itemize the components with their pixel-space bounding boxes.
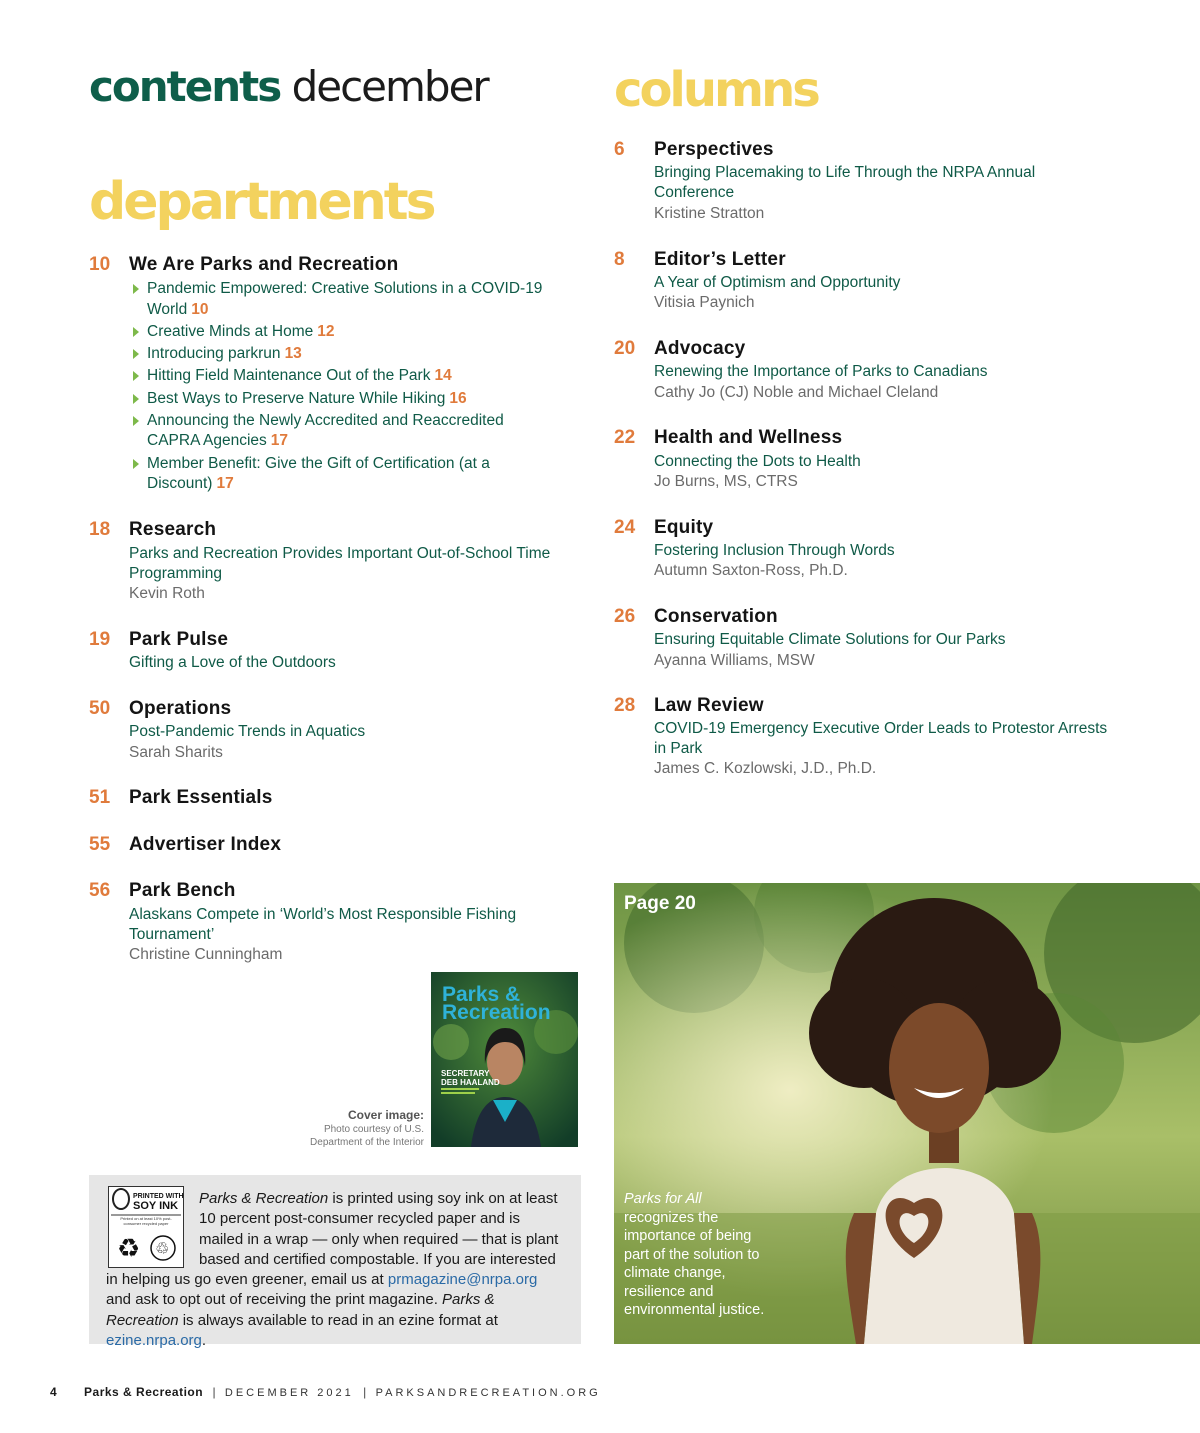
list-item[interactable]: Creative Minds at Home 12 bbox=[133, 322, 553, 343]
soy-ink-notice bbox=[89, 1175, 581, 1350]
columns-title: columns bbox=[614, 62, 818, 118]
list-item[interactable]: Introducing parkrun 13 bbox=[133, 344, 553, 365]
entry-heading: Park Essentials bbox=[129, 787, 273, 808]
entry-subtitle: Gifting a Love of the Outdoors bbox=[129, 654, 336, 671]
cover-caption bbox=[290, 1109, 424, 1149]
cover-mag-title-2: Recreation bbox=[442, 1001, 551, 1024]
photo-caption: Parks for All recognizes the importance of being part of the solution to climate change, resilience and environmental justice. bbox=[624, 1191, 765, 1318]
entry-heading: Health and Wellness bbox=[654, 427, 843, 448]
entry-page-number: 26 bbox=[614, 606, 636, 627]
entry-subtitle: Alaskans Compete in ‘World’s Most Responsible Fishing Tournament’ bbox=[129, 906, 517, 943]
triangle-bullet-icon bbox=[133, 327, 139, 337]
entry-subtitle: Bringing Placemaking to Life Through the NRPA Annual Conference bbox=[654, 164, 1036, 201]
entry-subtitle: COVID-19 Emergency Executive Order Leads to Protestor Arrests in Park bbox=[654, 720, 1108, 757]
entry-page-number: 18 bbox=[89, 519, 111, 540]
cover-caption-label: Cover image: bbox=[347, 1108, 424, 1122]
entry-heading: We Are Parks and Recreation bbox=[129, 254, 399, 275]
entry-heading: Perspectives bbox=[654, 139, 774, 160]
entry-page-number: 19 bbox=[89, 629, 111, 650]
triangle-bullet-icon bbox=[133, 349, 139, 359]
page-footer bbox=[50, 1385, 601, 1399]
cover-caption-credit: Photo courtesy of U.S. Department of the Interior bbox=[310, 1124, 424, 1148]
entry-page-number: 50 bbox=[89, 698, 111, 719]
entry-author: Vitisia Paynich bbox=[654, 294, 755, 311]
entry-author: Kevin Roth bbox=[129, 585, 205, 602]
svg-text:♻: ♻ bbox=[117, 1234, 141, 1264]
entry-subtitle: Renewing the Importance of Parks to Canadians bbox=[654, 363, 988, 380]
list-item[interactable]: Member Benefit: Give the Gift of Certification (at a Discount) 17 bbox=[133, 454, 553, 495]
soy-ink-recycle-icon: PRINTED WITH SOY INK Printed on at least 10% post-consumer recycled paper ♻ ♲ bbox=[109, 1187, 183, 1267]
entry-subtitle: Connecting the Dots to Health bbox=[654, 453, 861, 470]
entry-author: Cathy Jo (CJ) Noble and Michael Cleland bbox=[654, 384, 939, 401]
svg-text:♲: ♲ bbox=[155, 1239, 170, 1258]
entry-page-number: 20 bbox=[614, 338, 636, 359]
masthead-month: december bbox=[291, 62, 488, 111]
soy-ink-text: Parks & Recreation is printed using soy ink on at least 10 percent post-consumer recycled paper and is mailed in a wrap — only when required — that is plant based and certified compostable. If you are interested in helping us go even greener, email us at prmagazine@nrpa.org and ask to opt out of receiving the print magazine. Parks & Recreation is always available to read in an ezine format at ezine.nrpa.org. bbox=[106, 1190, 559, 1350]
cover-name-2: DEB HAALAND bbox=[441, 1078, 500, 1087]
entry-page-number: 8 bbox=[614, 249, 625, 270]
footer-date: DECEMBER 2021 bbox=[224, 1387, 354, 1399]
entry-author: Sarah Sharits bbox=[129, 744, 223, 761]
entry-page-number: 28 bbox=[614, 695, 636, 716]
triangle-bullet-icon bbox=[133, 371, 139, 381]
triangle-bullet-icon bbox=[133, 459, 139, 469]
entry-author: Christine Cunningham bbox=[129, 946, 283, 963]
entry-subtitle: Fostering Inclusion Through Words bbox=[654, 542, 895, 559]
svg-text:SOY INK: SOY INK bbox=[133, 1200, 179, 1212]
we-are-bullet-list bbox=[133, 279, 553, 497]
footer-page-number: 4 bbox=[50, 1385, 57, 1399]
svg-text:PRINTED WITH: PRINTED WITH bbox=[133, 1193, 183, 1200]
entry-page-number: 56 bbox=[89, 880, 111, 901]
footer-separator: | bbox=[363, 1385, 367, 1399]
entry-page-number: 55 bbox=[89, 834, 111, 855]
list-item[interactable]: Hitting Field Maintenance Out of the Park 14 bbox=[133, 366, 553, 387]
footer-magazine-name: Parks & Recreation bbox=[84, 1385, 204, 1399]
triangle-bullet-icon bbox=[133, 416, 139, 426]
list-item[interactable]: Best Ways to Preserve Nature While Hiking 16 bbox=[133, 389, 553, 410]
entry-heading: Editor’s Letter bbox=[654, 249, 786, 270]
magazine-cover-illustration bbox=[431, 972, 578, 1147]
entry-subtitle: Post-Pandemic Trends in Aquatics bbox=[129, 723, 366, 740]
cover-mag-title-1: Parks & bbox=[442, 983, 521, 1006]
list-item[interactable]: Pandemic Empowered: Creative Solutions in a COVID-19 World 10 bbox=[133, 279, 553, 320]
list-item[interactable]: Announcing the Newly Accredited and Reaccredited CAPRA Agencies 17 bbox=[133, 411, 553, 452]
photo-page-label: Page 20 bbox=[624, 893, 696, 914]
cover-name-1: SECRETARY bbox=[441, 1069, 490, 1078]
entry-heading: Law Review bbox=[654, 695, 764, 716]
magazine-cover-image[interactable] bbox=[431, 972, 578, 1147]
entry-heading: Advocacy bbox=[654, 338, 746, 359]
masthead bbox=[89, 62, 488, 111]
departments-title: departments bbox=[89, 172, 434, 232]
entry-author: Autumn Saxton-Ross, Ph.D. bbox=[654, 562, 848, 579]
masthead-contents: contents bbox=[89, 62, 281, 111]
ezine-link[interactable]: ezine.nrpa.org bbox=[106, 1332, 202, 1350]
entry-author: Kristine Stratton bbox=[654, 205, 765, 222]
entry-page-number: 6 bbox=[614, 139, 625, 160]
feature-photo[interactable] bbox=[614, 883, 1200, 1344]
entry-page-number: 24 bbox=[614, 517, 636, 538]
footer-separator: | bbox=[212, 1385, 216, 1399]
entry-page-number: 22 bbox=[614, 427, 636, 448]
triangle-bullet-icon bbox=[133, 394, 139, 404]
entry-subtitle: Parks and Recreation Provides Important Out-of-School Time Programming bbox=[129, 545, 551, 582]
entry-heading: Equity bbox=[654, 517, 714, 538]
entry-heading: Advertiser Index bbox=[129, 834, 282, 855]
entry-subtitle: A Year of Optimism and Opportunity bbox=[654, 274, 901, 291]
triangle-bullet-icon bbox=[133, 284, 139, 294]
entry-heading: Conservation bbox=[654, 606, 778, 627]
entry-author: James C. Kozlowski, J.D., Ph.D. bbox=[654, 760, 877, 777]
entry-heading: Operations bbox=[129, 698, 232, 719]
entry-author: Ayanna Williams, MSW bbox=[654, 652, 815, 669]
email-link[interactable]: prmagazine@nrpa.org bbox=[387, 1271, 538, 1289]
entry-heading: Park Bench bbox=[129, 880, 236, 901]
entry-author: Jo Burns, MS, CTRS bbox=[654, 473, 798, 490]
entry-subtitle: Ensuring Equitable Climate Solutions for Our Parks bbox=[654, 631, 1006, 648]
entry-page-number: 10 bbox=[89, 254, 111, 275]
entry-heading: Park Pulse bbox=[129, 629, 229, 650]
entry-page-number: 51 bbox=[89, 787, 111, 808]
entry-heading: Research bbox=[129, 519, 217, 540]
footer-website[interactable]: PARKSANDRECREATION.ORG bbox=[375, 1387, 601, 1399]
